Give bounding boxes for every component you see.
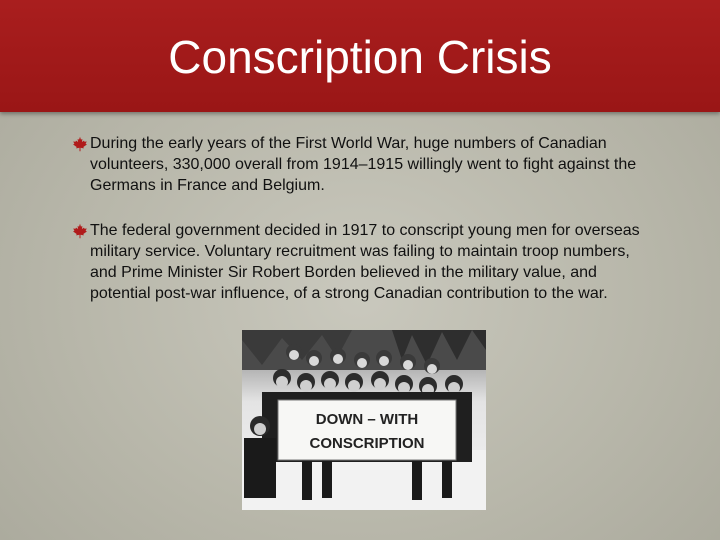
slide-title: Conscription Crisis (168, 31, 552, 83)
bullet-item (70, 133, 640, 196)
banner-line-2: CONSCRIPTION (309, 435, 425, 452)
bullet-text: The federal government decided in 1917 to conscript young men for overseas military service. Voluntary recruitment was failing to maintain troop numbers, and Prime Minister Sir Robert Borden believed in the military value, and potential post-war influence, of a strong Canadian contribution to the war. (90, 222, 640, 302)
bullet-list (70, 133, 640, 328)
title-bar (0, 0, 720, 112)
bullet-item (70, 220, 640, 304)
maple-leaf-icon (72, 223, 88, 239)
banner-line-1: DOWN – WITH (315, 411, 419, 428)
protest-photo-illustration (242, 330, 486, 510)
historical-photo (242, 330, 486, 510)
bullet-text: During the early years of the First World War, huge numbers of Canadian volunteers, 330,000 overall from 1914–1915 willingly went to fight against the Germans in France and Belgium. (90, 135, 637, 194)
maple-leaf-icon (72, 136, 88, 152)
